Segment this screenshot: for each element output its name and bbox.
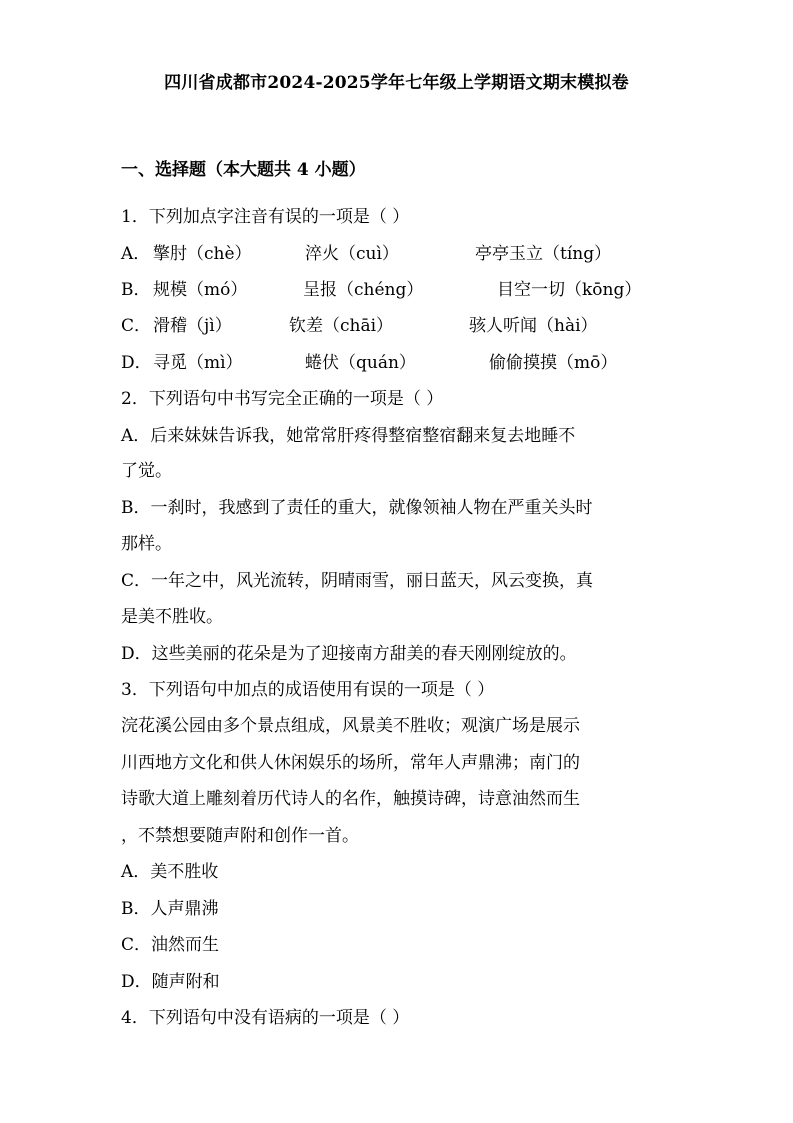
option-label: D． — [121, 353, 152, 373]
question-2-line: B．一刹时，我感到了责任的重大，就像领袖人物在严重关头时 — [121, 498, 593, 518]
question-3-option-b: B．人声鼎沸 — [121, 899, 219, 919]
option-item: 偷偷摸摸（mō） — [489, 353, 618, 373]
option-label: B． — [121, 280, 151, 300]
option-item: 寻觅（mì） — [153, 353, 243, 373]
option-label: C． — [121, 316, 152, 336]
question-3-option-c: C．油然而生 — [121, 935, 220, 955]
question-2-line: 那样。 — [121, 534, 172, 554]
option-item: 钦差（chāi） — [289, 316, 394, 336]
question-2-line: 了觉。 — [121, 461, 172, 481]
question-3-passage-line: 川西地方文化和供人休闲娱乐的场所，常年人声鼎沸；南门的 — [121, 753, 580, 773]
option-item: 擎肘（chè） — [153, 244, 252, 264]
question-2-line: C．一年之中，风光流转，阴晴雨雪，丽日蓝天，风云变换，真 — [121, 571, 594, 591]
question-2-stem: 2．下列语句中书写完全正确的一项是（ ） — [121, 389, 444, 409]
option-item: 目空一切（kōng） — [497, 280, 642, 300]
section-heading: 一、选择题（本大题共 4 小题） — [121, 160, 366, 180]
option-item: 骇人听闻（hài） — [469, 316, 598, 336]
document-title: 四川省成都市2024-2025学年七年级上学期语文期末模拟卷 — [164, 73, 629, 93]
question-1-stem: 1．下列加点字注音有误的一项是（ ） — [121, 207, 410, 227]
option-item: 呈报（chéng） — [303, 280, 424, 300]
question-3-passage-line: 浣花溪公园由多个景点组成，风景美不胜收；观演广场是展示 — [121, 716, 580, 736]
question-2-line: D．这些美丽的花朵是为了迎接南方甜美的春天刚刚绽放的。 — [121, 644, 577, 664]
option-item: 蜷伏（quán） — [305, 353, 416, 373]
option-label: A． — [121, 244, 151, 264]
question-2-line: A．后来妹妹告诉我，她常常肝疼得整宿整宿翻来复去地睡不 — [121, 426, 576, 446]
question-3-option-d: D．随声附和 — [121, 972, 220, 992]
question-2-line: 是美不胜收。 — [121, 607, 223, 627]
question-3-option-a: A．美不胜收 — [121, 862, 219, 882]
option-item: 亭亭玉立（tíng） — [475, 244, 612, 264]
question-3-passage-line: ，不禁想要随声附和创作一首。 — [121, 826, 359, 846]
question-3-stem: 3．下列语句中加点的成语使用有误的一项是（ ） — [121, 680, 495, 700]
option-item: 滑稽（jì） — [153, 316, 232, 336]
question-3-passage-line: 诗歌大道上雕刻着历代诗人的名作，触摸诗碑，诗意油然而生 — [121, 789, 580, 809]
option-item: 淬火（cuì） — [305, 244, 399, 264]
option-item: 规模（mó） — [153, 280, 248, 300]
question-4-stem: 4．下列语句中没有语病的一项是（ ） — [121, 1008, 410, 1028]
